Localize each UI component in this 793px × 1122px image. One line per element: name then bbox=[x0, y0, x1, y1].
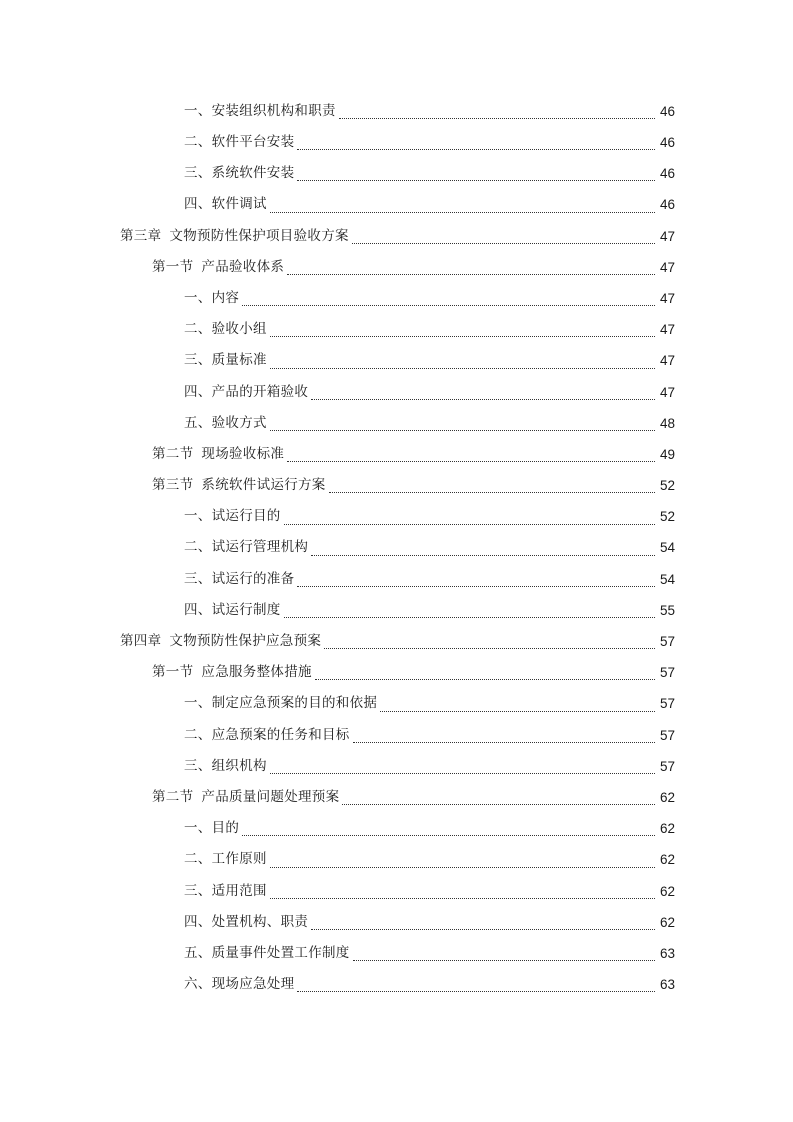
toc-entry-title: 四、试运行制度 bbox=[184, 601, 281, 618]
toc-page-number: 46 bbox=[659, 166, 675, 182]
toc-entry-title bbox=[152, 445, 285, 462]
toc-entry[interactable] bbox=[0, 845, 793, 876]
toc-entry-title: 五、质量事件处置工作制度 bbox=[184, 944, 350, 961]
toc-entry-text: 系统软件试运行方案 bbox=[201, 477, 326, 494]
toc-dot-leader bbox=[339, 108, 655, 119]
toc-dot-leader bbox=[242, 825, 655, 836]
toc-entry[interactable] bbox=[0, 689, 793, 720]
toc-page-number: 47 bbox=[659, 353, 675, 369]
toc-dot-leader bbox=[284, 514, 655, 525]
toc-page-number: 57 bbox=[659, 634, 675, 650]
toc-page-number: 62 bbox=[659, 852, 675, 868]
toc-page-number: 52 bbox=[659, 478, 675, 494]
toc-entry[interactable] bbox=[0, 283, 793, 314]
toc-entry-text: 产品质量问题处理预案 bbox=[201, 788, 340, 805]
toc-dot-leader bbox=[297, 170, 655, 181]
toc-entry-title: 三、适用范围 bbox=[184, 882, 267, 899]
toc-entry-title: 三、试运行的准备 bbox=[184, 570, 295, 587]
toc-page-number: 62 bbox=[659, 883, 675, 899]
toc-dot-leader bbox=[353, 732, 655, 743]
toc-entry-title: 三、组织机构 bbox=[184, 757, 267, 774]
toc-page-number: 54 bbox=[659, 540, 675, 556]
toc-entry-prefix: 第二节 bbox=[152, 788, 194, 805]
toc-section-entry[interactable] bbox=[0, 657, 793, 688]
toc-entry-prefix: 第四章 bbox=[120, 633, 162, 650]
toc-entry-title: 一、内容 bbox=[184, 289, 240, 306]
toc-page-number: 54 bbox=[659, 571, 675, 587]
toc-dot-leader bbox=[242, 295, 655, 306]
toc-dot-leader bbox=[352, 233, 655, 244]
toc-page-number: 47 bbox=[659, 322, 675, 338]
toc-entry-title: 六、现场应急处理 bbox=[184, 976, 295, 993]
toc-dot-leader bbox=[353, 950, 655, 961]
toc-page-number: 57 bbox=[659, 727, 675, 743]
toc-entry[interactable] bbox=[0, 813, 793, 844]
toc-page-number: 48 bbox=[659, 415, 675, 431]
toc-page-number: 57 bbox=[659, 696, 675, 712]
toc-page-number: 47 bbox=[659, 259, 675, 275]
toc-entry-text: 文物预防性保护项目验收方案 bbox=[169, 227, 349, 244]
toc-dot-leader bbox=[270, 326, 655, 337]
toc-entry[interactable] bbox=[0, 595, 793, 626]
toc-dot-leader bbox=[287, 451, 655, 462]
toc-dot-leader bbox=[270, 888, 655, 899]
toc-dot-leader bbox=[270, 763, 655, 774]
toc-entry-title: 二、软件平台安装 bbox=[184, 134, 295, 151]
toc-entry-prefix: 第二节 bbox=[152, 445, 194, 462]
toc-page-number: 63 bbox=[659, 977, 675, 993]
toc-entry[interactable] bbox=[0, 408, 793, 439]
toc-entry-title bbox=[152, 479, 326, 493]
toc-entry-title: 三、质量标准 bbox=[184, 352, 267, 369]
toc-dot-leader bbox=[297, 981, 655, 992]
toc-section-entry[interactable] bbox=[0, 470, 793, 501]
toc-entry-title bbox=[120, 635, 321, 649]
toc-section-entry[interactable] bbox=[0, 252, 793, 283]
toc-dot-leader bbox=[270, 202, 655, 213]
toc-entry[interactable] bbox=[0, 96, 793, 127]
toc-entry-text: 产品验收体系 bbox=[201, 258, 285, 275]
toc-dot-leader bbox=[342, 794, 655, 805]
toc-entry[interactable] bbox=[0, 314, 793, 345]
toc-dot-leader bbox=[311, 545, 655, 556]
toc-entry[interactable] bbox=[0, 720, 793, 751]
toc-page-number: 49 bbox=[659, 446, 675, 462]
toc-page-number: 47 bbox=[659, 384, 675, 400]
toc-dot-leader bbox=[324, 638, 655, 649]
toc-entry[interactable] bbox=[0, 907, 793, 938]
toc-entry-prefix: 第一节 bbox=[152, 258, 194, 275]
toc-entry-title: 二、验收小组 bbox=[184, 321, 267, 338]
toc-entry-title bbox=[120, 227, 349, 244]
toc-entry[interactable] bbox=[0, 969, 793, 1000]
toc-entry[interactable] bbox=[0, 158, 793, 189]
toc-entry-title: 一、安装组织机构和职责 bbox=[184, 102, 336, 119]
toc-dot-leader bbox=[297, 139, 655, 150]
toc-page-number: 62 bbox=[659, 821, 675, 837]
toc-section-entry[interactable] bbox=[0, 439, 793, 470]
toc-page-number: 62 bbox=[659, 789, 675, 805]
toc-entry-prefix: 第三节 bbox=[152, 477, 194, 494]
toc-dot-leader bbox=[270, 857, 655, 868]
toc-entry[interactable] bbox=[0, 876, 793, 907]
toc-entry-title: 五、验收方式 bbox=[184, 414, 267, 431]
toc-entry[interactable] bbox=[0, 346, 793, 377]
toc-entry[interactable] bbox=[0, 533, 793, 564]
toc-entry-title bbox=[152, 666, 312, 680]
toc-dot-leader bbox=[270, 420, 655, 431]
toc-section-entry[interactable] bbox=[0, 782, 793, 813]
toc-page-number: 52 bbox=[659, 509, 675, 525]
toc-page-number: 46 bbox=[659, 103, 675, 119]
toc-entry-title: 四、软件调试 bbox=[184, 196, 267, 213]
toc-chapter-entry[interactable] bbox=[0, 221, 793, 252]
toc-entry-title bbox=[152, 258, 285, 275]
toc-dot-leader bbox=[311, 919, 655, 930]
toc-entry[interactable] bbox=[0, 751, 793, 782]
toc-page-number: 63 bbox=[659, 945, 675, 961]
toc-entry-title: 二、工作原则 bbox=[184, 851, 267, 868]
toc-entry-prefix: 第三章 bbox=[120, 227, 162, 244]
toc-dot-leader bbox=[315, 669, 655, 680]
toc-entry[interactable] bbox=[0, 938, 793, 969]
toc-entry[interactable] bbox=[0, 190, 793, 221]
toc-dot-leader bbox=[311, 389, 655, 400]
toc-dot-leader bbox=[270, 358, 655, 369]
toc-entry[interactable] bbox=[0, 127, 793, 158]
toc-entry-title: 三、系统软件安装 bbox=[184, 165, 295, 182]
toc-dot-leader bbox=[287, 264, 655, 275]
toc-chapter-entry[interactable] bbox=[0, 626, 793, 657]
toc-page-number: 47 bbox=[659, 290, 675, 306]
toc-entry-text: 应急服务整体措施 bbox=[201, 664, 312, 681]
toc-page-number: 57 bbox=[659, 665, 675, 681]
toc-entry-prefix: 第一节 bbox=[152, 664, 194, 681]
toc-dot-leader bbox=[380, 701, 655, 712]
toc-page-number: 57 bbox=[659, 758, 675, 774]
toc-dot-leader bbox=[329, 482, 655, 493]
toc-entry-title: 一、试运行目的 bbox=[184, 508, 281, 525]
toc-entry-title: 四、产品的开箱验收 bbox=[184, 383, 309, 400]
toc-entry[interactable] bbox=[0, 377, 793, 408]
toc-page-number: 55 bbox=[659, 602, 675, 618]
toc-dot-leader bbox=[284, 607, 655, 618]
toc-entry-title: 一、目的 bbox=[184, 820, 240, 837]
toc-entry-title: 二、试运行管理机构 bbox=[184, 539, 309, 556]
toc-page-number: 47 bbox=[659, 228, 675, 244]
toc-entry-title: 一、制定应急预案的目的和依据 bbox=[184, 695, 378, 712]
toc-entry-title: 二、应急预案的任务和目标 bbox=[184, 726, 350, 743]
table-of-contents bbox=[0, 96, 793, 1000]
toc-entry-text: 现场验收标准 bbox=[201, 445, 285, 462]
toc-dot-leader bbox=[297, 576, 655, 587]
toc-entry[interactable] bbox=[0, 501, 793, 532]
toc-entry-title: 四、处置机构、职责 bbox=[184, 913, 309, 930]
toc-page-number: 46 bbox=[659, 135, 675, 151]
toc-entry[interactable] bbox=[0, 564, 793, 595]
toc-entry-text: 文物预防性保护应急预案 bbox=[169, 633, 322, 650]
toc-entry-title bbox=[152, 788, 340, 805]
toc-page-number: 46 bbox=[659, 197, 675, 213]
toc-page-number: 62 bbox=[659, 914, 675, 930]
